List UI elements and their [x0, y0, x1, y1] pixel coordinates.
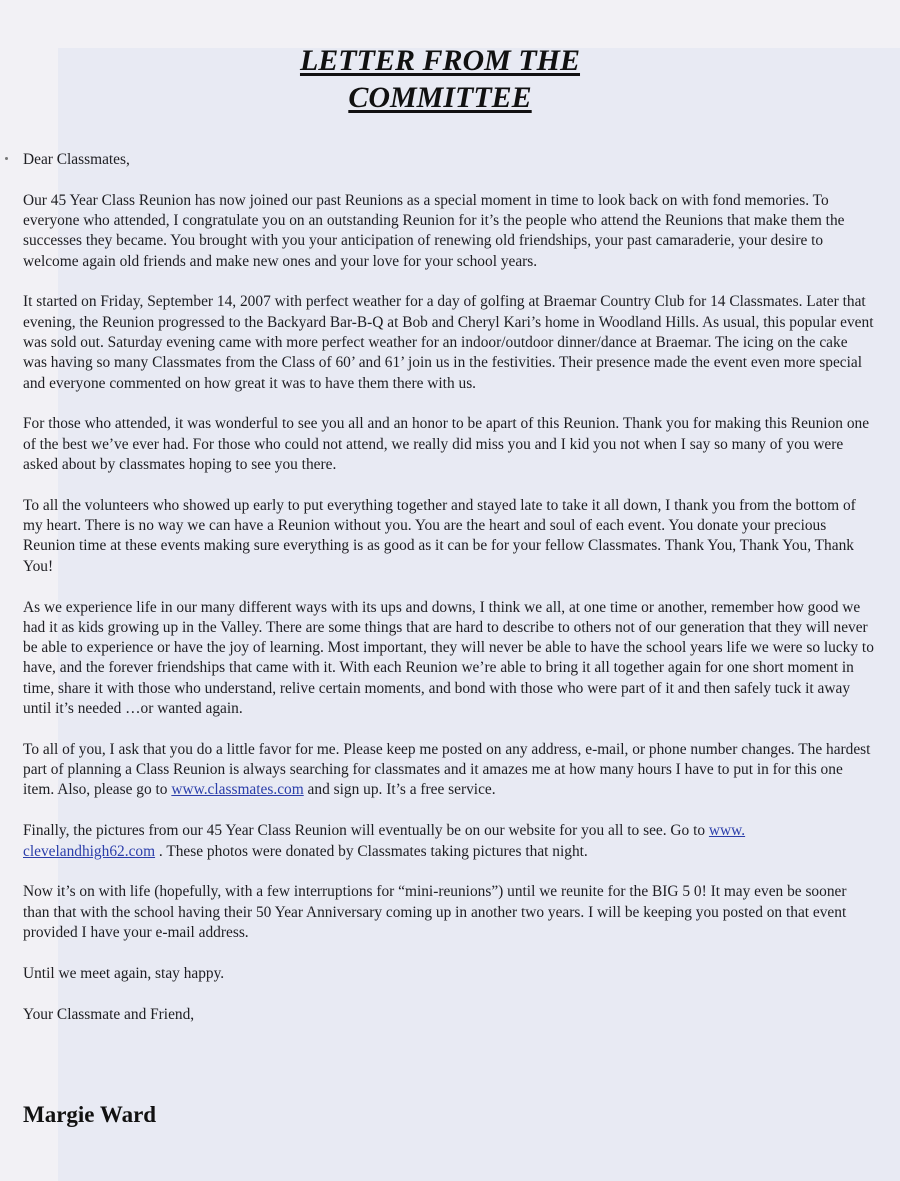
classmates-link[interactable]: www.classmates.com	[171, 781, 304, 799]
letter-title	[0, 42, 880, 116]
sign-off-line: Your Classmate and Friend,	[23, 1005, 195, 1023]
pictures-text-before: Finally, the pictures from our 45 Year Class Reunion will eventually be on our website for you all to see. Go to	[23, 822, 709, 840]
signature-name: Margie Ward	[23, 1102, 157, 1127]
favor-text-before: To all of you, I ask that you do a little favor for me. Please keep me posted on any address, e-mail, or phone number changes. The hardest part of planning a Class Reunion is always searching for classmates and it amazes me at how many hours I have to put in for this one item. Also, please go to	[23, 740, 871, 799]
salutation: Dear Classmates,	[23, 151, 130, 168]
website-link[interactable]: www. clevelandhigh62.com	[23, 822, 746, 860]
paragraph-volunteers: To all the volunteers who showed up early to put everything together and stayed late to take it all down, I thank you from the bottom of my heart. There is no way we can have a Reunion without you. You are the heart and soul of each event. You donate your precious Reunion time at these events making sure everything is as good as it can be for your fellow Classmates. Thank You, Thank You, Thank You!	[23, 496, 856, 575]
paragraph-reflection: As we experience life in our many different ways with its ups and downs, I think we all, at one time or another, remember how good we had it as kids growing up in the Valley. There are some things that are hard to describe to others not of our generation that they will never be able to experience or have the joy of learning. Most important, they will never be able to have the school years life we were so lucky to have, and the forever friendships that came with it. With each Reunion we’re able to bring it all together again for one short moment in time, share it with those who understand, relive certain moments, and bond with those who were part of it and then safely tuck it away until it’s needed …or wanted again.	[23, 598, 874, 718]
paragraph-pictures	[23, 821, 875, 862]
title-line-1: LETTER FROM THE	[299, 44, 581, 77]
paragraph-big-50: Now it’s on with life (hopefully, with a few interruptions for “mini-reunions”) until we reunite for the BIG 5 0! It may even be sooner than that with the school having their 50 Year Anniversary coming up in another two years. I will be keeping you posted on that event provided I have your e-mail address.	[23, 883, 847, 941]
paragraph-reunion-memories: Our 45 Year Class Reunion has now joined our past Reunions as a special moment in time to look back on with fond memories. To everyone who attended, I congratulate you on an outstanding Reunion for it’s the people who attend the Reunions that make them the successes they became. You brought with you your anticipation of renewing old friendships, your past camaraderie, your desire to welcome again old friends and make new ones and your love for your school years.	[23, 191, 845, 270]
favor-text-after: and sign up. It’s a free service.	[303, 781, 496, 799]
paragraph-thanks-attendees: For those who attended, it was wonderful to see you all and an honor to be apart of this Reunion. Thank you for making this Reunion one of the best we’ve ever had. For those who could not attend, we really did miss you and I kid you not when I say so many of you were asked about by classmates hoping to see you there.	[23, 415, 870, 474]
farewell-line: Until we meet again, stay happy.	[23, 964, 225, 982]
letter-body	[23, 150, 875, 1045]
pictures-text-after: . These photos were donated by Classmates taking pictures that night.	[155, 842, 588, 860]
paragraph-event-recap: It started on Friday, September 14, 2007 with perfect weather for a day of golfing at Braemar Country Club for 14 Classmates. Later that evening, the Reunion progressed to the Backyard Bar-B-Q at Bob and Cheryl Kari’s home in Woodland Hills. As usual, this popular event was sold out. Saturday evening came with more perfect weather for an indoor/outdoor dinner/dance at Braemar. The icing on the cake was having so many Classmates from the Class of 60’ and 61’ join us in the festivities. Their presence made the event even more special and everyone commented on how great it was to have them there with us.	[23, 293, 874, 392]
paragraph-favor	[23, 740, 875, 801]
title-line-2: COMMITTEE	[348, 81, 532, 114]
scan-speck	[5, 157, 8, 160]
